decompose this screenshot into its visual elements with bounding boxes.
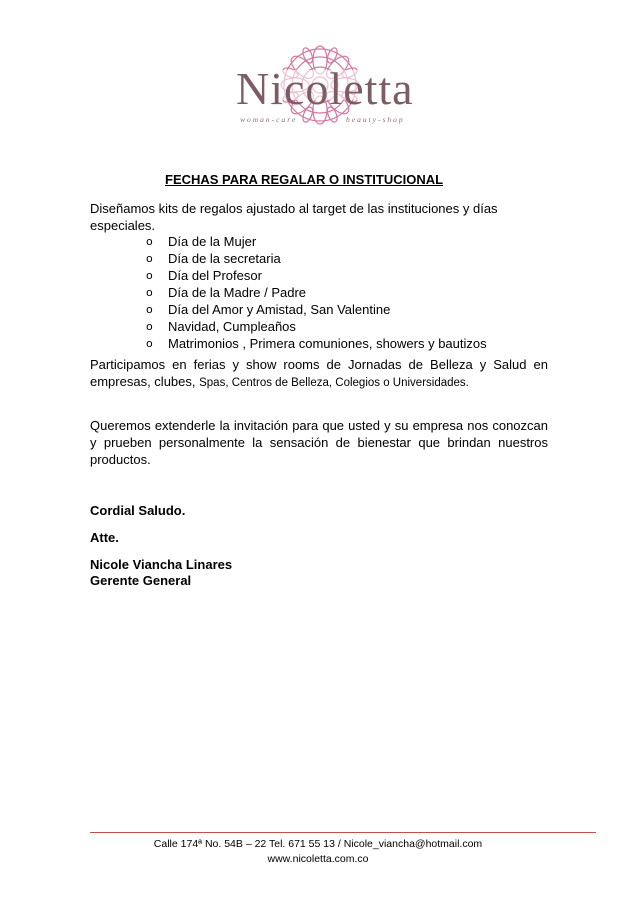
- list-item: o Navidad, Cumpleaños: [146, 319, 296, 334]
- bullet-icon: o: [146, 286, 153, 299]
- signer-name: Nicole Viancha Linares: [90, 557, 233, 572]
- list-item: o Día de la secretaria: [146, 251, 281, 266]
- list-item: o Día del Amor y Amistad, San Valentine: [146, 302, 391, 317]
- intro-paragraph: Diseñamos kits de regalos ajustado al target de las instituciones y días especiales.: [90, 201, 498, 233]
- list-item: o Día de la Mujer: [146, 234, 257, 249]
- bullet-icon: o: [146, 303, 153, 316]
- footer-divider: [90, 832, 596, 833]
- brand-name: Nicoletta: [236, 63, 414, 114]
- bullet-icon: o: [146, 235, 153, 248]
- closing-greeting: Cordial Saludo.: [90, 503, 186, 518]
- footer-website: www.nicoletta.com.co: [267, 853, 369, 865]
- bullet-icon: o: [146, 269, 153, 282]
- occasions-list: [146, 233, 487, 352]
- document-title: FECHAS PARA REGALAR O INSTITUCIONAL: [165, 172, 444, 187]
- list-item: o Matrimonios , Primera comuniones, showers y bautizos: [146, 336, 487, 351]
- events-paragraph: Participamos en ferias y show rooms de Jornadas de Belleza y Salud en empresas, clubes, Spas, Centros de Belleza, Colegios o Universidades.: [90, 357, 548, 389]
- list-item: o Día del Profesor: [146, 268, 262, 283]
- bullet-icon: o: [146, 320, 153, 333]
- bullet-icon: o: [146, 252, 153, 265]
- company-logo: [230, 40, 414, 130]
- invitation-paragraph: Queremos extenderle la invitación para que usted y su empresa nos conozcan y prueben personalmente la sensación de bienestar que brindan nuestros productos.: [90, 418, 548, 467]
- brand-tagline-left: woman-care: [240, 115, 298, 124]
- list-item: o Día de la Madre / Padre: [146, 285, 307, 300]
- footer-contact: Calle 174ª No. 54B – 22 Tel. 671 55 13 / Nicole_viancha@hotmail.com: [153, 838, 483, 850]
- brand-tagline-right: beauty-shop: [346, 115, 405, 124]
- bullet-icon: o: [146, 337, 153, 350]
- signer-title: Gerente General: [90, 573, 192, 588]
- atte-label: Atte.: [90, 530, 119, 545]
